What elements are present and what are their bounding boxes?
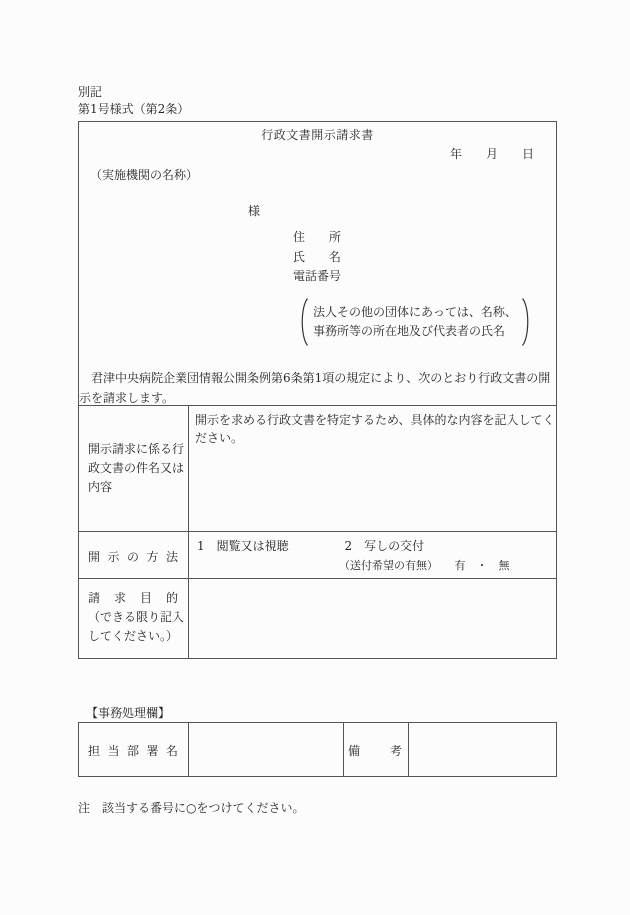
purpose-label-line1: 請求目的 (88, 591, 178, 605)
subject-entry-area (189, 406, 557, 531)
phone-label: 電話番号 (293, 269, 342, 283)
remarks-label: 備考 (344, 723, 409, 776)
address-label: 住 所 (293, 230, 342, 244)
method-option-1: 1 閲覧又は視聴 (197, 539, 289, 553)
admin-section-heading: 【事務処理欄】 (86, 706, 171, 720)
left-paren-icon (298, 297, 309, 347)
corporate-note-line2: 事務所等の所在地及び代表者の氏名 (313, 324, 506, 338)
request-form-box (78, 121, 557, 659)
footnote: 注 該当する番号に○をつけてください。 (78, 801, 305, 815)
request-table (79, 405, 556, 658)
honorific-sama: 様 (248, 204, 261, 218)
form-title: 行政文書開示請求書 (261, 128, 374, 142)
date-line: 年 月 日 (449, 147, 534, 161)
purpose-entry-area (189, 579, 556, 658)
purpose-row-label (79, 579, 189, 658)
corporate-note (298, 297, 532, 347)
corporate-note-text (313, 303, 517, 341)
method-row-label: 開示の方法 (79, 532, 189, 578)
name-label: 氏 名 (293, 250, 342, 264)
agency-name-label: （実施機関の名称） (90, 168, 199, 182)
request-statement-line1: 君津中央病院企業団情報公開条例第6条第1項の規定により、次のとおり行政文書の開 (79, 371, 551, 385)
corporate-note-line1: 法人その他の団体にあっては、名称、 (313, 305, 517, 319)
method-options (189, 538, 556, 554)
subject-label-line1: 開示請求に係る行 (88, 442, 185, 456)
subject-label-line2: 政文書の件名又は (88, 461, 185, 475)
remarks-entry-area (409, 723, 556, 776)
method-entry-area (189, 532, 556, 578)
table-row-purpose (79, 579, 556, 658)
table-row-method (79, 532, 556, 579)
form-style-number: 第1号様式（第2条） (78, 102, 190, 116)
request-statement-line2: 示を請求します。 (79, 391, 175, 405)
method-option-2: 2 写しの交付 (344, 539, 425, 553)
department-entry-area (189, 723, 344, 776)
subject-row-label (79, 406, 189, 531)
department-label: 担当部署名 (79, 723, 189, 776)
subject-hint-line2: ださい。 (195, 431, 244, 445)
delivery-preference: （送付希望の有無） 有 ・ 無 (339, 559, 510, 572)
right-paren-icon (521, 297, 532, 347)
subject-hint-line1: 開示を求める行政文書を特定するため、具体的な内容を記入してく (195, 413, 555, 427)
purpose-label-line2: （できる限り記入 (88, 610, 185, 624)
table-row-subject (79, 406, 556, 532)
subject-label-line3: 内容 (88, 480, 113, 494)
admin-table (78, 722, 557, 777)
request-statement (79, 368, 556, 408)
margin-note-bekki: 別記 (78, 85, 103, 99)
purpose-label-line3: してください。） (88, 629, 179, 643)
